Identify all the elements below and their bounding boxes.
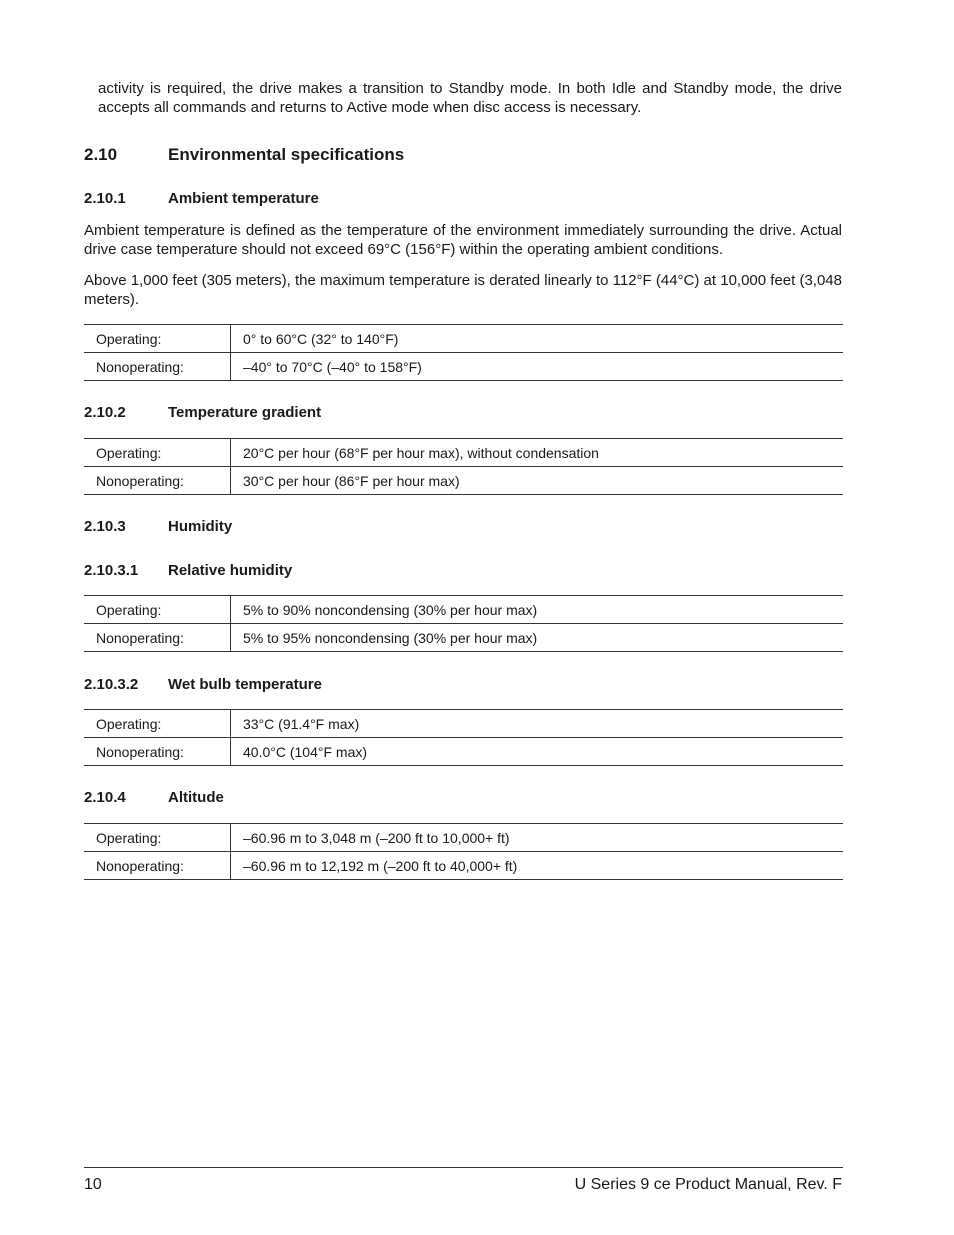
wetbulb-title: Wet bulb temperature: [168, 676, 322, 693]
row-value: 0° to 60°C (32° to 140°F): [231, 325, 844, 353]
row-value: –60.96 m to 12,192 m (–200 ft to 40,000+ ft): [231, 852, 844, 880]
table-row: [84, 439, 843, 467]
row-value: 33°C (91.4°F max): [231, 710, 844, 738]
row-label: Nonoperating:: [84, 852, 231, 880]
gradient-table: [84, 438, 843, 495]
row-value: 20°C per hour (68°F per hour max), without condensation: [231, 439, 844, 467]
gradient-title: Temperature gradient: [168, 404, 322, 421]
table-row: [84, 710, 843, 738]
row-label: Operating:: [84, 596, 231, 624]
table-row: [84, 596, 843, 624]
relative-title: Relative humidity: [168, 562, 293, 579]
relative-number: 2.10.3.1: [84, 562, 139, 579]
row-value: 40.0°C (104°F max): [231, 738, 844, 766]
row-label: Operating:: [84, 325, 231, 353]
footer-manual-title: U Series 9 ce Product Manual, Rev. F: [574, 1176, 842, 1193]
table-row: [84, 467, 843, 495]
section-number: 2.10: [84, 145, 118, 164]
table-row: [84, 824, 843, 852]
altitude-title: Altitude: [168, 789, 224, 806]
row-value: 5% to 95% noncondensing (30% per hour max): [231, 624, 844, 652]
section-title: Environmental specifications: [168, 145, 405, 164]
table-row: [84, 852, 843, 880]
row-value: –60.96 m to 3,048 m (–200 ft to 10,000+ ft): [231, 824, 844, 852]
altitude-table: [84, 823, 843, 880]
row-label: Nonoperating:: [84, 353, 231, 381]
relative-table: [84, 595, 843, 652]
row-label: Nonoperating:: [84, 624, 231, 652]
gradient-number: 2.10.2: [84, 404, 126, 421]
ambient-paragraph-2: Above 1,000 feet (305 meters), the maximum temperature is derated linearly to 112°F (44°C) at 10,000 feet (3,048 meters).: [84, 272, 842, 308]
footer-divider: [84, 1167, 843, 1168]
table-row: [84, 353, 843, 381]
table-row: [84, 738, 843, 766]
row-value: 30°C per hour (86°F per hour max): [231, 467, 844, 495]
row-label: Operating:: [84, 710, 231, 738]
row-label: Operating:: [84, 439, 231, 467]
row-label: Nonoperating:: [84, 467, 231, 495]
row-value: –40° to 70°C (–40° to 158°F): [231, 353, 844, 381]
humidity-title: Humidity: [168, 518, 233, 535]
humidity-number: 2.10.3: [84, 518, 126, 535]
altitude-number: 2.10.4: [84, 789, 126, 806]
wetbulb-table: [84, 709, 843, 766]
ambient-number: 2.10.1: [84, 190, 126, 207]
intro-paragraph: activity is required, the drive makes a transition to Standby mode. In both Idle and Standby mode, the drive accepts all commands and returns to Active mode when disc access is necessary.: [98, 80, 842, 116]
table-row: [84, 325, 843, 353]
row-value: 5% to 90% noncondensing (30% per hour max): [231, 596, 844, 624]
table-row: [84, 624, 843, 652]
ambient-title: Ambient temperature: [168, 190, 319, 207]
ambient-paragraph-1: Ambient temperature is defined as the temperature of the environment immediately surrounding the drive. Actual drive case temperature should not exceed 69°C (156°F) within the operating ambient conditions.: [84, 222, 842, 258]
row-label: Operating:: [84, 824, 231, 852]
row-label: Nonoperating:: [84, 738, 231, 766]
ambient-table: [84, 324, 843, 381]
footer-page-number: 10: [84, 1176, 102, 1193]
wetbulb-number: 2.10.3.2: [84, 676, 139, 693]
